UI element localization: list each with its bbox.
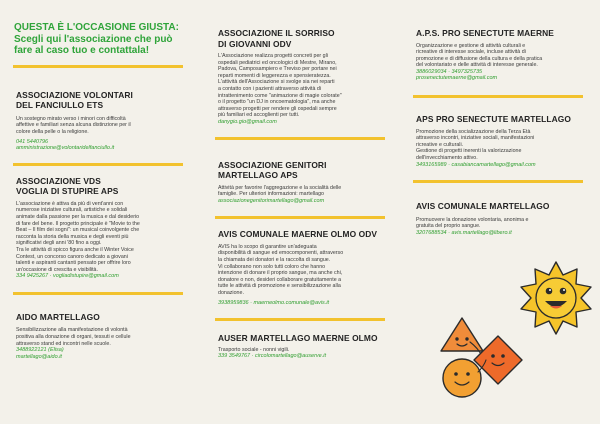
assoc-sorriso-giovanni (212, 28, 390, 126)
smiling-triangle-icon (441, 318, 483, 356)
contact-line[interactable]: 3493165989 · casabiancamartellago@gmail.com (416, 161, 536, 168)
email-link[interactable]: amministrazione@volontaridelfanciullo.it (16, 145, 115, 152)
column-2 (200, 0, 400, 424)
contact-line[interactable]: 334 9425267 · vogliadistupire@gmail.com (16, 273, 119, 280)
divider (13, 292, 183, 295)
phone-number[interactable]: 3886029034 · 3497325735 (416, 68, 483, 75)
assoc-title: AVIS COMUNALE MAERNE OLMO ODV (218, 229, 378, 240)
email-link[interactable]: prosenectutemaerne@gmail.com (416, 75, 498, 82)
assoc-description: AVIS ha lo scopo di garantire un'adeguata disponibilità di sangue ed emocomponenti, attraverso la chiamata dei donatori e la raccolta di sangue. Vi collaborano non solo tutti coloro che hanno intenzione di donare il proprio sangue, ma anche chi, donatore o non, desideri collaborare gratuitamente a tutte le attività di promozione e sensibilizzazione alla donazione. (218, 243, 344, 296)
assoc-title: ASSOCIAZIONE GENITORI MARTELLAGO APS (218, 159, 327, 181)
assoc-title: AVIS COMUNALE MARTELLAGO (416, 201, 550, 212)
divider (215, 216, 385, 219)
assoc-vds (10, 176, 190, 280)
contact-line[interactable]: 3938959836 · maerneolmo.comunale@avis.it (218, 299, 330, 306)
assoc-title: ASSOCIAZIONE IL SORRISO DI GIOVANNI ODV (218, 28, 335, 49)
assoc-description: Sensibilizzazione alla manifestazione di volontà positiva alla donazione di organi, tessuti e cellule attraverso stand ed incontri nelle scuole. (16, 327, 131, 347)
assoc-title: AUSER MARTELLAGO MAERNE OLMO (218, 333, 378, 344)
divider (13, 163, 183, 166)
assoc-description: Promuovere la donazione volontaria, anonima e gratuita del proprio sangue. (416, 216, 529, 230)
assoc-auser (212, 333, 390, 360)
assoc-description: Organizzazione e gestione di attività culturali e ricreative di interesse sociale, incluse attività di promozione e di diffusione della cultura e della pratica del volontariato e delle attività di interesse generale. (416, 42, 543, 69)
assoc-title: AIDO MARTELLAGO (16, 311, 100, 322)
assoc-description: Trasporto sociale - nonni vigili. (218, 346, 290, 353)
assoc-description: L'associazione è attiva da più di vent'anni con numerose iniziative culturali, artistiche e solidali animate dalla passione per la musica e dal desiderio di fare del bene. Il progetto principale è "Movie to the Beat – Il film dei sogni": un musical coinvolgente che racconta la storia della musica e degli eventi più significativi degli anni '80 fino a oggi. Tra le attività di spicco figura anche il Winter Voice Contest, un concorso canoro dedicato a giovani talenti e aspiranti cantanti pensato per offrire loro un'occasione di crescita e visibilità. (16, 200, 140, 273)
phone-number[interactable]: 041 5440796 (16, 138, 49, 145)
email-link[interactable]: martellago@aido.it (16, 353, 62, 360)
divider (13, 65, 183, 68)
column-3 (400, 0, 600, 424)
intro-heading: QUESTA È L'OCCASIONE GIUSTA: Scegli qui l'associazione che può fare al caso tuo e contattala! (14, 22, 179, 57)
smiling-sun-icon (521, 262, 591, 334)
assoc-avis-maerne-olmo (212, 229, 390, 306)
mascot-illustration (400, 0, 600, 424)
assoc-description: Promozione della socializzazione della Terza Età attraverso incontri, iniziative sociali, manifestazioni ricreative e culturali. Gestione di progetti inerenti la valorizzazione dell'invecchiamento attivo. (416, 128, 535, 161)
divider (215, 318, 385, 321)
assoc-volontari-fanciullo (10, 90, 190, 152)
assoc-description: Attività per favorire l'aggregazione e la socialità delle famiglie. Per ulteriori informazioni: martellago (218, 184, 342, 198)
assoc-description: L'Associazione realizza progetti concreti per gli ospedali pediatrici ed oncologici di Mestre, Mirano, Padova, Camposampiero e Treviso per portare nei reparti momenti di leggerezza e spensieratezza. L'attività dell'Associazione si svolge sia nei reparti a contatto con i pazienti attraverso attività di intrattenimento come "animazione di magie colorate" o il progetto "un DJ in oncoematologia", ma anche attraverso progetti per rendere gli ospedali sempre più familiari ed accoglienti per tutti. (218, 53, 342, 119)
divider (215, 137, 385, 140)
contact-line[interactable]: 339 3549767 · circolomartellago@auserve.it (218, 353, 327, 360)
email-link[interactable]: associazionegenitorimartellago@gmail.com (218, 197, 325, 204)
assoc-title: ASSOCIAZIONE VOLONTARI DEL FANCIULLO ETS (16, 89, 133, 111)
assoc-title: A.P.S. PRO SENECTUTE MAERNE (416, 28, 554, 38)
phone-number[interactable]: 3488922121 (Elisa) (16, 347, 64, 354)
column-1 (0, 0, 200, 424)
assoc-title: ASSOCIAZIONE VDS VOGLIA DI STUPIRE APS (16, 175, 119, 197)
contact-line[interactable]: 3207688534 · avis.martellago@libero.it (416, 229, 512, 236)
assoc-title: APS PRO SENECTUTE MARTELLAGO (416, 114, 571, 125)
assoc-description: Un sostegno mirato verso i minori con difficoltà affettive e familiari senza alcuna distinzione per il colore della pelle o la religione. (16, 115, 131, 135)
assoc-aido (10, 312, 190, 360)
assoc-genitori-martellago (212, 160, 390, 205)
email-link[interactable]: danygio.gio@gmail.com (218, 118, 277, 125)
